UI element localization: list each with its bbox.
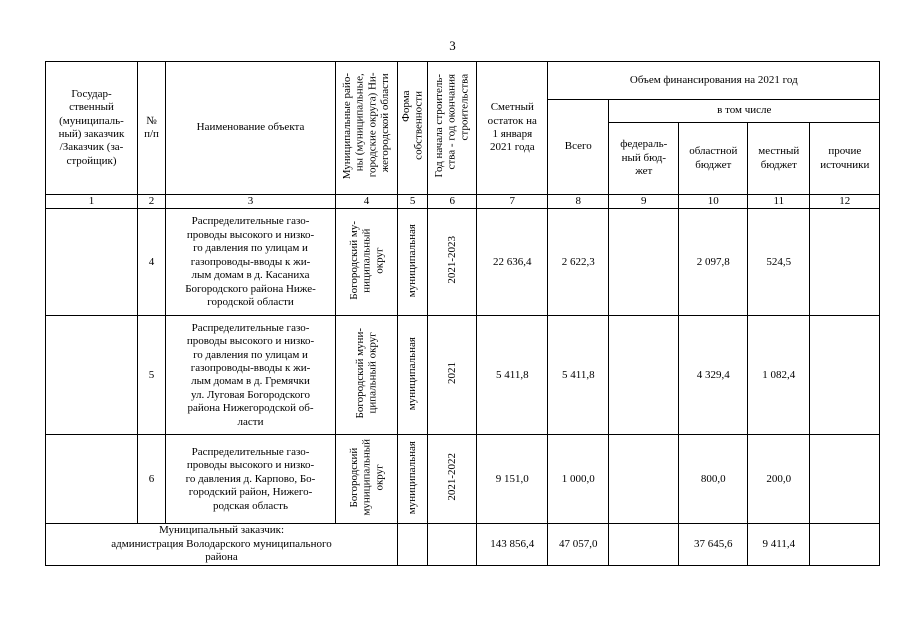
header-federal: федераль- ный бюд- жет [609, 123, 679, 195]
cell-total: 1 000,0 [548, 435, 609, 524]
page-number: 3 [449, 38, 456, 53]
cell-object-name: Распределительные газо- проводы высокого и низко- го давления по улицам и газопроводы-вводы к жи- лым домам в д. Гремячки ул. Луговая Богородского района Нижегородской об- ласти [166, 316, 336, 435]
column-number: 6 [428, 195, 477, 209]
header-local: местный бюджет [748, 123, 810, 195]
header-years: Год начала строитель- ства - год окончания строительства [428, 62, 477, 195]
cell-customer [46, 435, 138, 524]
table-row [46, 435, 880, 524]
cell-local: 524,5 [748, 209, 810, 316]
header-district: Муниципальные райо- ны (муниципальные, городские округа) Ни- жегородской области [336, 62, 398, 195]
column-number: 2 [138, 195, 166, 209]
header-number: № п/п [138, 62, 166, 195]
cell-other [810, 435, 880, 524]
column-number: 11 [748, 195, 810, 209]
financing-table [45, 61, 880, 566]
header-estimate: Сметный остаток на 1 января 2021 года [477, 62, 548, 195]
column-number-row [46, 195, 880, 209]
cell-total: 2 622,3 [548, 209, 609, 316]
cell-federal [609, 316, 679, 435]
column-number: 1 [46, 195, 138, 209]
cell-total: 5 411,8 [548, 316, 609, 435]
cell-federal [609, 209, 679, 316]
column-number: 5 [398, 195, 428, 209]
header-regional: областной бюджет [679, 123, 748, 195]
summary-ownership [398, 524, 428, 565]
cell-customer [46, 209, 138, 316]
table-row [46, 316, 880, 435]
summary-years [428, 524, 477, 565]
header-total: Всего [548, 100, 609, 195]
header-ownership: Форма собственности [398, 62, 428, 195]
summary-other [810, 524, 880, 565]
cell-ownership: муниципальная [398, 435, 428, 524]
column-number: 3 [166, 195, 336, 209]
header-customer: Государ- ственный (муниципаль- ный) заказчик /Заказчик (за- стройщик) [46, 62, 138, 195]
cell-number: 5 [138, 316, 166, 435]
cell-regional: 800,0 [679, 435, 748, 524]
column-number: 10 [679, 195, 748, 209]
cell-years: 2021-2022 [428, 435, 477, 524]
header-object-name: Наименование объекта [166, 62, 336, 195]
cell-ownership: муниципальная [398, 316, 428, 435]
column-number: 8 [548, 195, 609, 209]
cell-number: 6 [138, 435, 166, 524]
cell-estimate: 9 151,0 [477, 435, 548, 524]
cell-years: 2021-2023 [428, 209, 477, 316]
header-financing: Объем финансирования на 2021 год [548, 62, 880, 100]
column-number: 7 [477, 195, 548, 209]
cell-object-name: Распределительные газо- проводы высокого и низко- го давления по улицам и газопроводы-вводы к жи- лым домам в д. Касаниха Богородского района Ниже- городской области [166, 209, 336, 316]
column-number: 4 [336, 195, 398, 209]
cell-regional: 4 329,4 [679, 316, 748, 435]
cell-federal [609, 435, 679, 524]
cell-district: Богородский муни- ципальный округ [336, 316, 398, 435]
cell-number: 4 [138, 209, 166, 316]
summary-federal [609, 524, 679, 565]
cell-local: 200,0 [748, 435, 810, 524]
summary-regional: 37 645,6 [679, 524, 748, 565]
header-other: прочие источники [810, 123, 880, 195]
summary-local: 9 411,4 [748, 524, 810, 565]
summary-total: 47 057,0 [548, 524, 609, 565]
cell-ownership: муниципальная [398, 209, 428, 316]
table-row [46, 209, 880, 316]
header-including: в том числе [609, 100, 880, 123]
cell-regional: 2 097,8 [679, 209, 748, 316]
cell-estimate: 22 636,4 [477, 209, 548, 316]
cell-years: 2021 [428, 316, 477, 435]
cell-estimate: 5 411,8 [477, 316, 548, 435]
cell-other [810, 209, 880, 316]
summary-row [46, 524, 880, 565]
column-number: 12 [810, 195, 880, 209]
cell-district: Богородский му- ниципальный округ [336, 209, 398, 316]
column-number: 9 [609, 195, 679, 209]
summary-estimate: 143 856,4 [477, 524, 548, 565]
summary-label: Муниципальный заказчик: администрация Володарского муниципального района [46, 524, 398, 565]
cell-local: 1 082,4 [748, 316, 810, 435]
cell-district: Богородский муниципальный округ [336, 435, 398, 524]
cell-object-name: Распределительные газо- проводы высокого и низко- го давления д. Карпово, Бо- городский район, Нижего- родская область [166, 435, 336, 524]
cell-customer [46, 316, 138, 435]
cell-other [810, 316, 880, 435]
